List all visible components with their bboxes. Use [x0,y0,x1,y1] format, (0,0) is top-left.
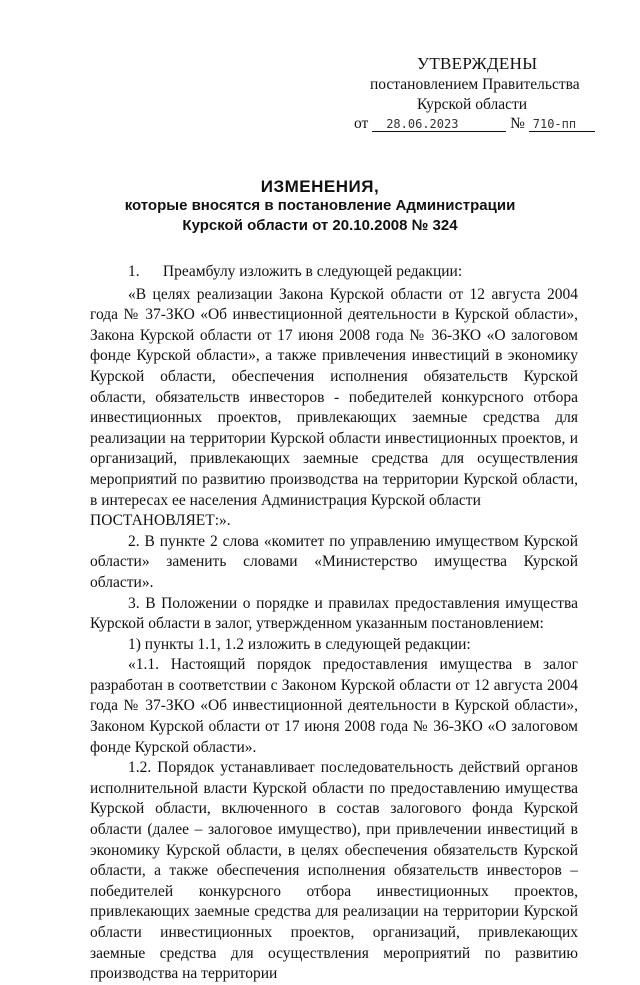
document-subtitle-2: Курской области от 20.10.2008 № 324 [182,217,458,234]
date-prefix: от [354,115,369,132]
date-value: 28.06.2023 [372,117,506,132]
approval-line-2: Курской области [417,96,528,113]
paragraph-1-2: 1.2. Порядок устанавливает последовательность действий органов исполнительной власти Курской области по предоставлению имущества Курской области, включенного в состав залогового фонда Курской области (далее – залоговое имущество), при привлечении инвестиций в экономику Курской области, в целях обеспечения обязательств Курской области, а также обеспечения исполнения обязательств инвесторов – победителей конкурсного отбора инвестиционных проектов, привлекающих заемные средства для реализации на территории Курской области инвестиционных проектов, организаций, привлекающих заемные средства для осуществления мероприятий по развитию производства на территории [90,759,578,983]
approval-date-line [354,115,595,133]
approval-line-1: постановлением Правительства [370,76,580,93]
number-value: 710-пп [529,117,595,132]
paragraph-1-1: «1.1. Настоящий порядок предоставления имущества в залог разработан в соответствии с Законом Курской области от 12 августа 2004 года № 37-ЗКО «Об инвестиционной деятельности в Курской области», Законом Курской области от 17 июня 2008 года № 36-ЗКО «О залоговом фонде Курской области». [90,656,578,756]
approval-heading: УТВЕРЖДЕНЫ [417,54,538,73]
paragraph-3: 3. В Положении о порядке и правилах предоставления имущества Курской области в залог, утвержденном указанным постановлением: [90,594,578,633]
number-prefix: № [510,115,525,132]
document-subtitle-1: которые вносятся в постановление Администрации [124,197,516,214]
paragraph-postanovlyaet: ПОСТАНОВЛЯЕТ:». [90,512,231,530]
paragraph-3-1: 1) пункты 1.1, 1.2 изложить в следующей редакции: [128,635,471,653]
paragraph-1-heading: 1. Преамбулу изложить в следующей редакции: [128,263,463,280]
document-title: ИЗМЕНЕНИЯ, [260,177,380,196]
paragraph-preamble: «В целях реализации Закона Курской области от 12 августа 2004 года № 37-ЗКО «Об инвестиционной деятельности в Курской области», Закона Курской области от 17 июня 2008 года № 36-ЗКО «О залоговом фонде Курской области», а также привлечения инвестиций в экономику Курской области, обеспечения исполнения обязательств Курской области, обязательств инвесторов - победителей конкурсного отбора инвестиционных проектов, привлекающих заемные средства для реализации на территории Курской области инвестиционных проектов, и организаций, привлекающих заемные средства для осуществления мероприятий по развитию производства на территории Курской области, в интересах ее населения Администрация Курской области [90,285,578,509]
paragraph-2: 2. В пункте 2 слова «комитет по управлению имуществом Курской области» заменить словами «Министерство имущества Курской области». [90,532,578,591]
document-body [90,262,578,985]
